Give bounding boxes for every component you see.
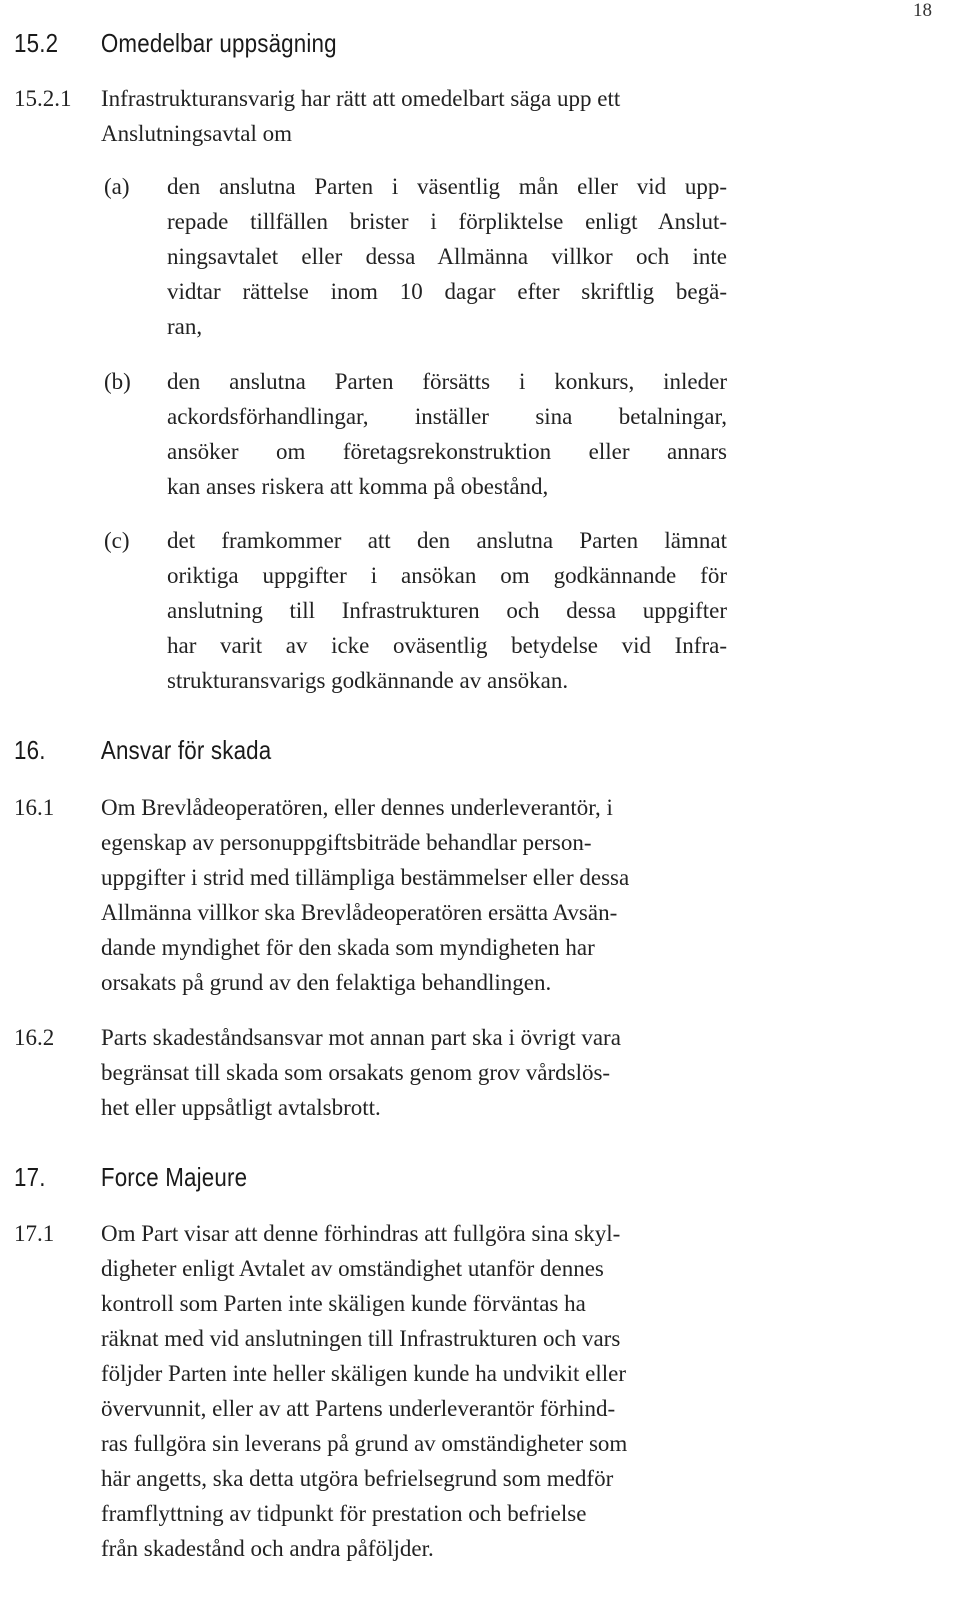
item-text-b [167, 364, 727, 504]
text-line: här angetts, ska detta utgöra befrielsegrund som medför [101, 1466, 614, 1491]
text-line: Allmänna villkor ska Brevlådeoperatören ersätta Avsän- [101, 900, 618, 925]
item-text-a [167, 169, 727, 344]
clause-text-16-2 [101, 1020, 726, 1125]
text-line: övervunnit, eller av att Partens underleverantör förhind- [101, 1396, 616, 1421]
item-text-c [167, 523, 727, 698]
text-line: från skadestånd och andra påföljder. [101, 1536, 434, 1561]
clause-number-16-1: 16.1 [14, 795, 55, 820]
text-line: begränsat till skada som orsakats genom grov vårdslös- [101, 1060, 611, 1085]
text-line: ningsavtalet eller dessa Allmänna villkor och inte [167, 244, 727, 269]
section-title: Omedelbar uppsägning [100, 28, 337, 58]
text-line: egenskap av personuppgiftsbiträde behandlar person- [101, 830, 592, 855]
clause-number-16-2: 16.2 [14, 1025, 55, 1050]
text-line: framflyttning av tidpunkt för prestation och befrielse [101, 1501, 587, 1526]
text-line: Parts skadeståndsansvar mot annan part ska i övrigt vara [101, 1025, 621, 1050]
text-line: den anslutna Parten försätts i konkurs, inleder [167, 369, 727, 394]
text-line: ansöker om företagsrekonstruktion eller annars [167, 439, 727, 464]
clause-number-15-2-1: 15.2.1 [14, 86, 72, 111]
section-number: 15.2 [14, 28, 59, 58]
text-line: orsakats på grund av den felaktiga behandlingen. [101, 970, 552, 995]
text-line: Om Part visar att denne förhindras att fullgöra sina skyl- [101, 1221, 621, 1246]
item-label-b: (b) [104, 369, 131, 394]
text-line: het eller uppsåtligt avtalsbrott. [101, 1095, 381, 1120]
item-label-a: (a) [104, 174, 130, 199]
clause-text-17-1 [101, 1216, 726, 1566]
text-line: kontroll som Parten inte skäligen kunde förväntas ha [101, 1291, 586, 1316]
text-line: den anslutna Parten i väsentlig mån eller vid upp- [167, 174, 727, 199]
text-line: det framkommer att den anslutna Parten lämnat [167, 528, 727, 553]
clause-text-15-2-1 [101, 81, 726, 151]
text-line: kan anses riskera att komma på obestånd, [167, 474, 549, 499]
text-line: Infrastrukturansvarig har rätt att omedelbart säga upp ett [101, 86, 621, 111]
text-line: anslutning till Infrastrukturen och dessa uppgifter [167, 598, 727, 623]
text-line: räknat med vid anslutningen till Infrastrukturen och vars [101, 1326, 621, 1351]
text-line: har varit av icke oväsentlig betydelse vid Infra- [167, 633, 727, 658]
section-title: Force Majeure [100, 1162, 248, 1192]
text-line: strukturansvarigs godkännande av ansökan. [167, 668, 569, 693]
section-heading-15-2 [14, 28, 337, 59]
text-line: dande myndighet för den skada som myndigheten har [101, 935, 595, 960]
clause-text-16-1 [101, 790, 726, 1000]
text-line: ackordsförhandlingar, inställer sina betalningar, [167, 404, 727, 429]
item-label-c: (c) [104, 528, 130, 553]
text-line: uppgifter i strid med tillämpliga bestämmelser eller dessa [101, 865, 630, 890]
text-line: oriktiga uppgifter i ansökan om godkännande för [167, 563, 727, 588]
text-line: digheter enligt Avtalet av omständighet utanför dennes [101, 1256, 604, 1281]
text-line: följder Parten inte heller skäligen kunde ha undvikit eller [101, 1361, 627, 1386]
text-line: ras fullgöra sin leverans på grund av omständigheter som [101, 1431, 628, 1456]
text-line: repade tillfällen brister i förpliktelse enligt Anslut- [167, 209, 727, 234]
section-heading-16 [14, 735, 271, 766]
clause-number-17-1: 17.1 [14, 1221, 55, 1246]
section-heading-17 [14, 1162, 247, 1193]
text-line: vidtar rättelse inom 10 dagar efter skriftlig begä- [167, 279, 727, 304]
page-number: 18 [913, 0, 932, 21]
section-title: Ansvar för skada [100, 735, 272, 765]
text-line: Om Brevlådeoperatören, eller dennes underleverantör, i [101, 795, 613, 820]
text-line: ran, [167, 314, 203, 339]
text-line: Anslutningsavtal om [101, 121, 293, 146]
section-number: 17. [14, 1162, 46, 1192]
section-number: 16. [14, 735, 46, 765]
